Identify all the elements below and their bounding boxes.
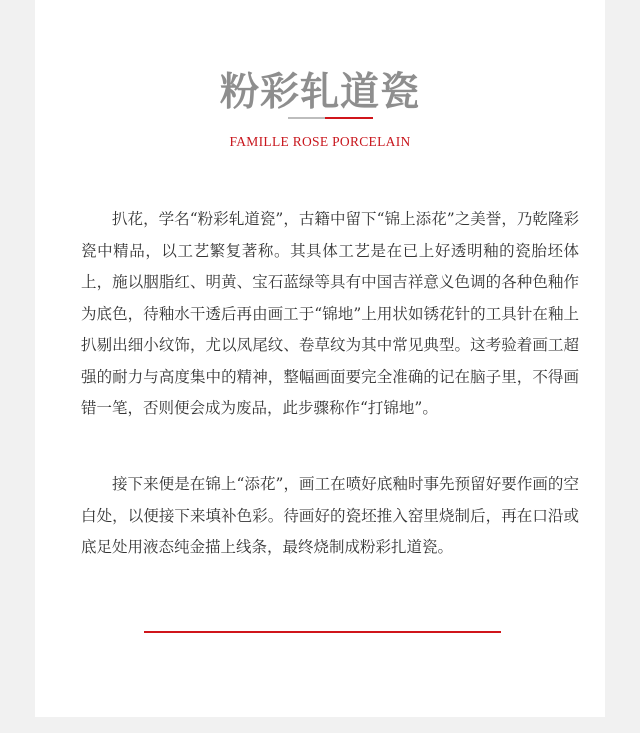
article-title: 粉彩轧道瓷 [219,69,420,115]
article-paragraph-1: 扒花，学名“粉彩轧道瓷”，古籍中留下“锦上添花”之美誉，乃乾隆彩瓷中精品，以工艺繁复著称。其具体工艺是在已上好透明釉的瓷胎坯体上，施以胭脂红、明黄、宝石蓝绿等具有中国吉祥意义色调的各种色釉作为底色，待釉水干透后再由画工于“锦地”上用状如锈花针的工具针在釉上扒剔出细小纹饰，尤以凤尾纹、卷草纹为其中常见典型。这考验着画工超强的耐力与高度集中的精神，整幅画面要完全准确的记在脑子里，不得画错一笔，否则便会成为废品，此步骤称作“打锦地”。 [81,210,579,417]
bottom-divider [144,631,501,633]
article-card [35,0,605,717]
article-paragraph-2: 接下来便是在锦上“添花”，画工在喷好底釉时事先预留好要作画的空白处，以便接下来填补色彩。待画好的瓷坯推入窑里烧制后，再在口沿或底足处用液态纯金描上线条，最终烧制成粉彩扎道瓷。 [81,475,579,556]
article-subtitle: FAMILLE ROSE PORCELAIN [229,134,411,149]
title-underline-gray [288,117,325,119]
title-underline-red [325,117,373,119]
